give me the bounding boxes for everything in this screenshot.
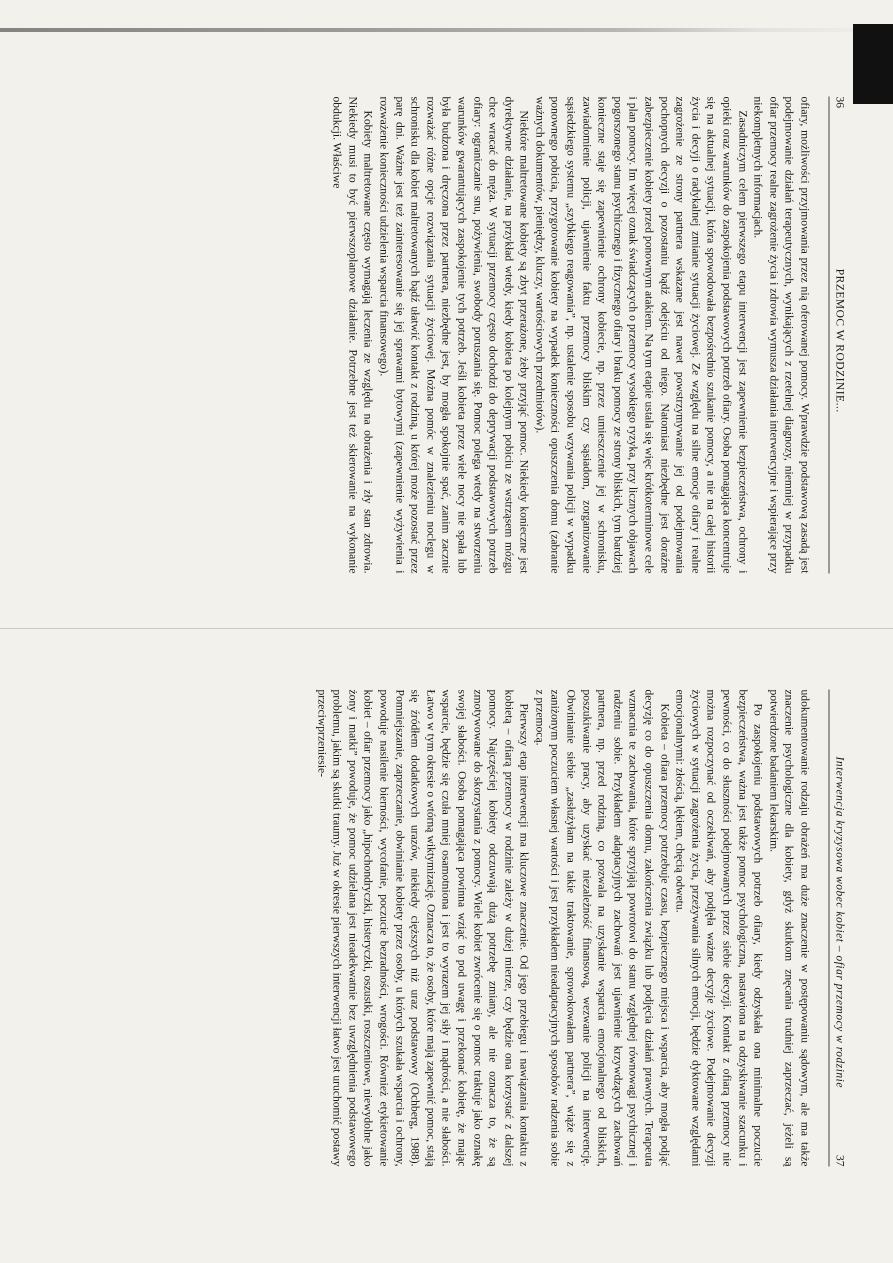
left-page — [0, 0, 893, 631]
paragraph: Niektóre maltretowane kobiety są zbyt przerażone, żeby przyjąć pomoc. Niekiedy konieczne jest dyrektywne działanie, na przykład wtedy, kiedy kobieta po kolejnym pobiciu ze wstrząsem mózgu chce wracać do męża. W sytuacji przemocy często dochodzi do deprywacji podstawowych potrzeb ofiary: ograniczanie snu, pożywienia, swobody poruszania się. Pomoc polega wtedy na stworzeniu warunków gwarantujących zaspokojenie tych potrzeb. Jeśli kobieta przez wiele nocy nie spała lub była budzona i dręczona przez partnera, niezbędne jest, by mogła spokojnie spać, zanim zacznie rozważać różne opcje rozwiązania sytuacji życiowej. Można pomóc w znalezieniu noclegu w schronisku dla kobiet maltretowanych bądź ułatwić kontakt z rodziną, u której może pozostać przez parę dni. Ważne jest też zainteresowanie się jej sprawami bytowymi (zapewnienie wyżywienia i rozważenie konieczności udzielenia wsparcia finansowego). — [376, 96, 531, 573]
paragraph: udokumentowanie rodzaju obrażeń ma duże znaczenie w postępowaniu sądowym, ale ma także znaczenie psychologiczne dla kobiety, gdyż skutkom znęcania trudniej zaprzeczać, jeżeli są potwierdzone badaniem lekarskim. — [766, 689, 811, 1166]
left-page-number: 36 — [833, 96, 845, 108]
left-running-head — [828, 96, 845, 573]
right-page-number: 37 — [833, 1154, 845, 1166]
right-running-head — [828, 689, 845, 1166]
left-running-title: PRZEMOC W RODZINIE... — [833, 268, 845, 413]
paragraph: Kobieta – ofiara przemocy potrzebuje czasu, bezpiecznego miejsca i wsparcia, aby mogła podjąć decyzję co do opuszczenia domu, zakończenia związku lub podjęcia działań prawnych. Terapeuta wzmacnia te zachowania, które sprzyjają powrotowi do stanu względnej równowagi psychicznej i radzeniu sobie. Przykładem adaptacyjnych zachowań jest ujawnienie krzywdzących zachowań partnera, np. przed rodziną, co pozwala na uzyskanie wsparcia emocjonalnego od bliskich, poszukiwanie pracy, aby uzyskać niezależność finansową, wezwanie policji na interwencję. Obwinianie siebie „zasłużyłam na takie traktowanie, sprowokowałam partnera”, wiąże się z zaniżonym poczuciem własnej wartości i jest przykładem nieadaptacyjnych sposobów radzenia sobie z przemocą. — [532, 689, 671, 1166]
paragraph: Po zaspokojeniu podstawowych potrzeb ofiary, kiedy odzyskała ona minimalne poczucie bezpieczeństwa, ważna jest także pomoc psychologiczna, nastawiona na odzyskiwanie szacunku i pewności, co do słuszności podejmowanych przez siebie decyzji. Kontakt z ofiarą przemocy nie można rozpoczynać od oczekiwań, aby podjęła ważne decyzje życiowe. Podejmowanie decyzji życiowych w sytuacji zagrożenia życia, przeżywania silnych emocji, będzie dyktowane względami emocjonalnymi: złością, lękiem, chęcią odwetu. — [673, 689, 765, 1166]
paragraph: ofiary, możliwości przyjmowania przez nią oferowanej pomocy. Wprawdzie podstawową zasadą jest podejmowanie działań terapeutycznych, wynikających z rzetelnej diagnozy, niemniej w przypadku ofiar przemocy realne zagrożenie życia i zdrowia wymusza działania interwencyjne i wspierające przy niekompletnych informacjach. — [751, 96, 811, 573]
right-page — [0, 631, 893, 1262]
paragraph: Pierwszy etap interwencji ma kluczowe znaczenie. Od jego przebiegu i nawiązania kontaktu z kobietą – ofiarą przemocy w rodzinie zależy w dużej mierze, czy będzie ona korzystać z dalszej pomocy. Najczęściej kobiety odczuwają dużą potrzebę zmiany, ale nie oznacza to, że są zmotywowane do skorzystania z pomocy. Wiele kobiet zwrócenie się o pomoc traktuje jako oznakę swojej słabości. Osoba pomagająca powinna wziąć to pod uwagę i przekonać kobietę, że mając wsparcie, będzie się czuła mniej osamotniona i jest to wyrazem jej siły i mądrości, a nie słabości. Łatwo w tym okresie o wtórną wiktymizację. Oznacza to, że osoby, które mają zapewnić pomoc, stają się źródłem dodatkowych urazów, niekiedy cięższych niż uraz podstawowy (Ochberg, 1988). Pomniejszanie, zaprzeczanie, obwinianie kobiety przez osoby, u których szukała wsparcia i ochrony, powoduje nasilenie bierności, wycofanie, poczucie bezradności, wrogości. Również etykietowanie kobiet – ofiar przemocy jako „hipochondryczki, histeryczki, oszustki, roszczeniowe, niewydolne jako żony i matki” powoduje, że pomoc udzielana jest nieadekwatnie bez uwzględnienia podstawowego problemu, jakim są skutki traumy. Już w okresie pierwszych interwencji łatwo jest uruchomić postawy przeciwprzeniesie- — [314, 689, 531, 1166]
paragraph: Zasadniczym celem pierwszego etapu interwencji jest zapewnienie bezpieczeństwa, ochrony i opieki oraz warunków do zaspokojenia podstawowych potrzeb ofiary. Osoba pomagająca koncentruje się na aktualnej sytuacji, która spowodowała bezpośrednio szukanie pomocy, a nie na całej historii życia i decyji o radykalnej zmianie sytuacji życiowej. Ze względu na silne emocje ofiary i realne zagrożenie ze strony partnera wskazane jest nawet powstrzymywanie jej od podejmowania pochopnych decyzji o pozostaniu bądź odejściu od niego. Natomiast niezbędne jest doraźne zabezpieczenie kobiety przed ponownym atakiem. Na tym etapie ustala się więc krótkoterminowe cele i plan pomocy. Im więcej oznak świadczących o przemocy wysokiego ryzyka, przy licznych objawach pogorszonego stanu psychicznego i fizycznego ofiary i braku pomocy ze strony bliskich, tym bardziej konieczne staje się zapewnienie ochrony kobiecie, np. przez umieszczenie jej w schronisku, zawiadomienie policji, ujawnienie faktu przemocy bliskim czy sąsiadom, zorganizowanie sąsiedzkiego systemu „szybkiego reagowania”, np. ustalenie sposobu wzywania policji w wypadku ponownego pobicia, przygotowanie kobiety na wypadek konieczności opuszczenia domu (zabranie ważnych dokumentów, pieniędzy, kluczy, wartościowych przedmiotów). — [532, 96, 749, 573]
paragraph: Kobiety maltretowane często wymagają leczenia ze względu na obrażenia i zły stan zdrowia. Niekiedy musi to być pierwszoplanowe działanie. Potrzebne jest też skierowanie na wykonanie obdukcji. Właściwe — [330, 96, 375, 573]
right-running-title: Interwencja kryzysowa wobec kobiet – ofiar przemocy w rodzinie — [833, 756, 845, 1088]
right-body-text — [313, 689, 812, 1166]
left-body-text — [329, 96, 812, 573]
